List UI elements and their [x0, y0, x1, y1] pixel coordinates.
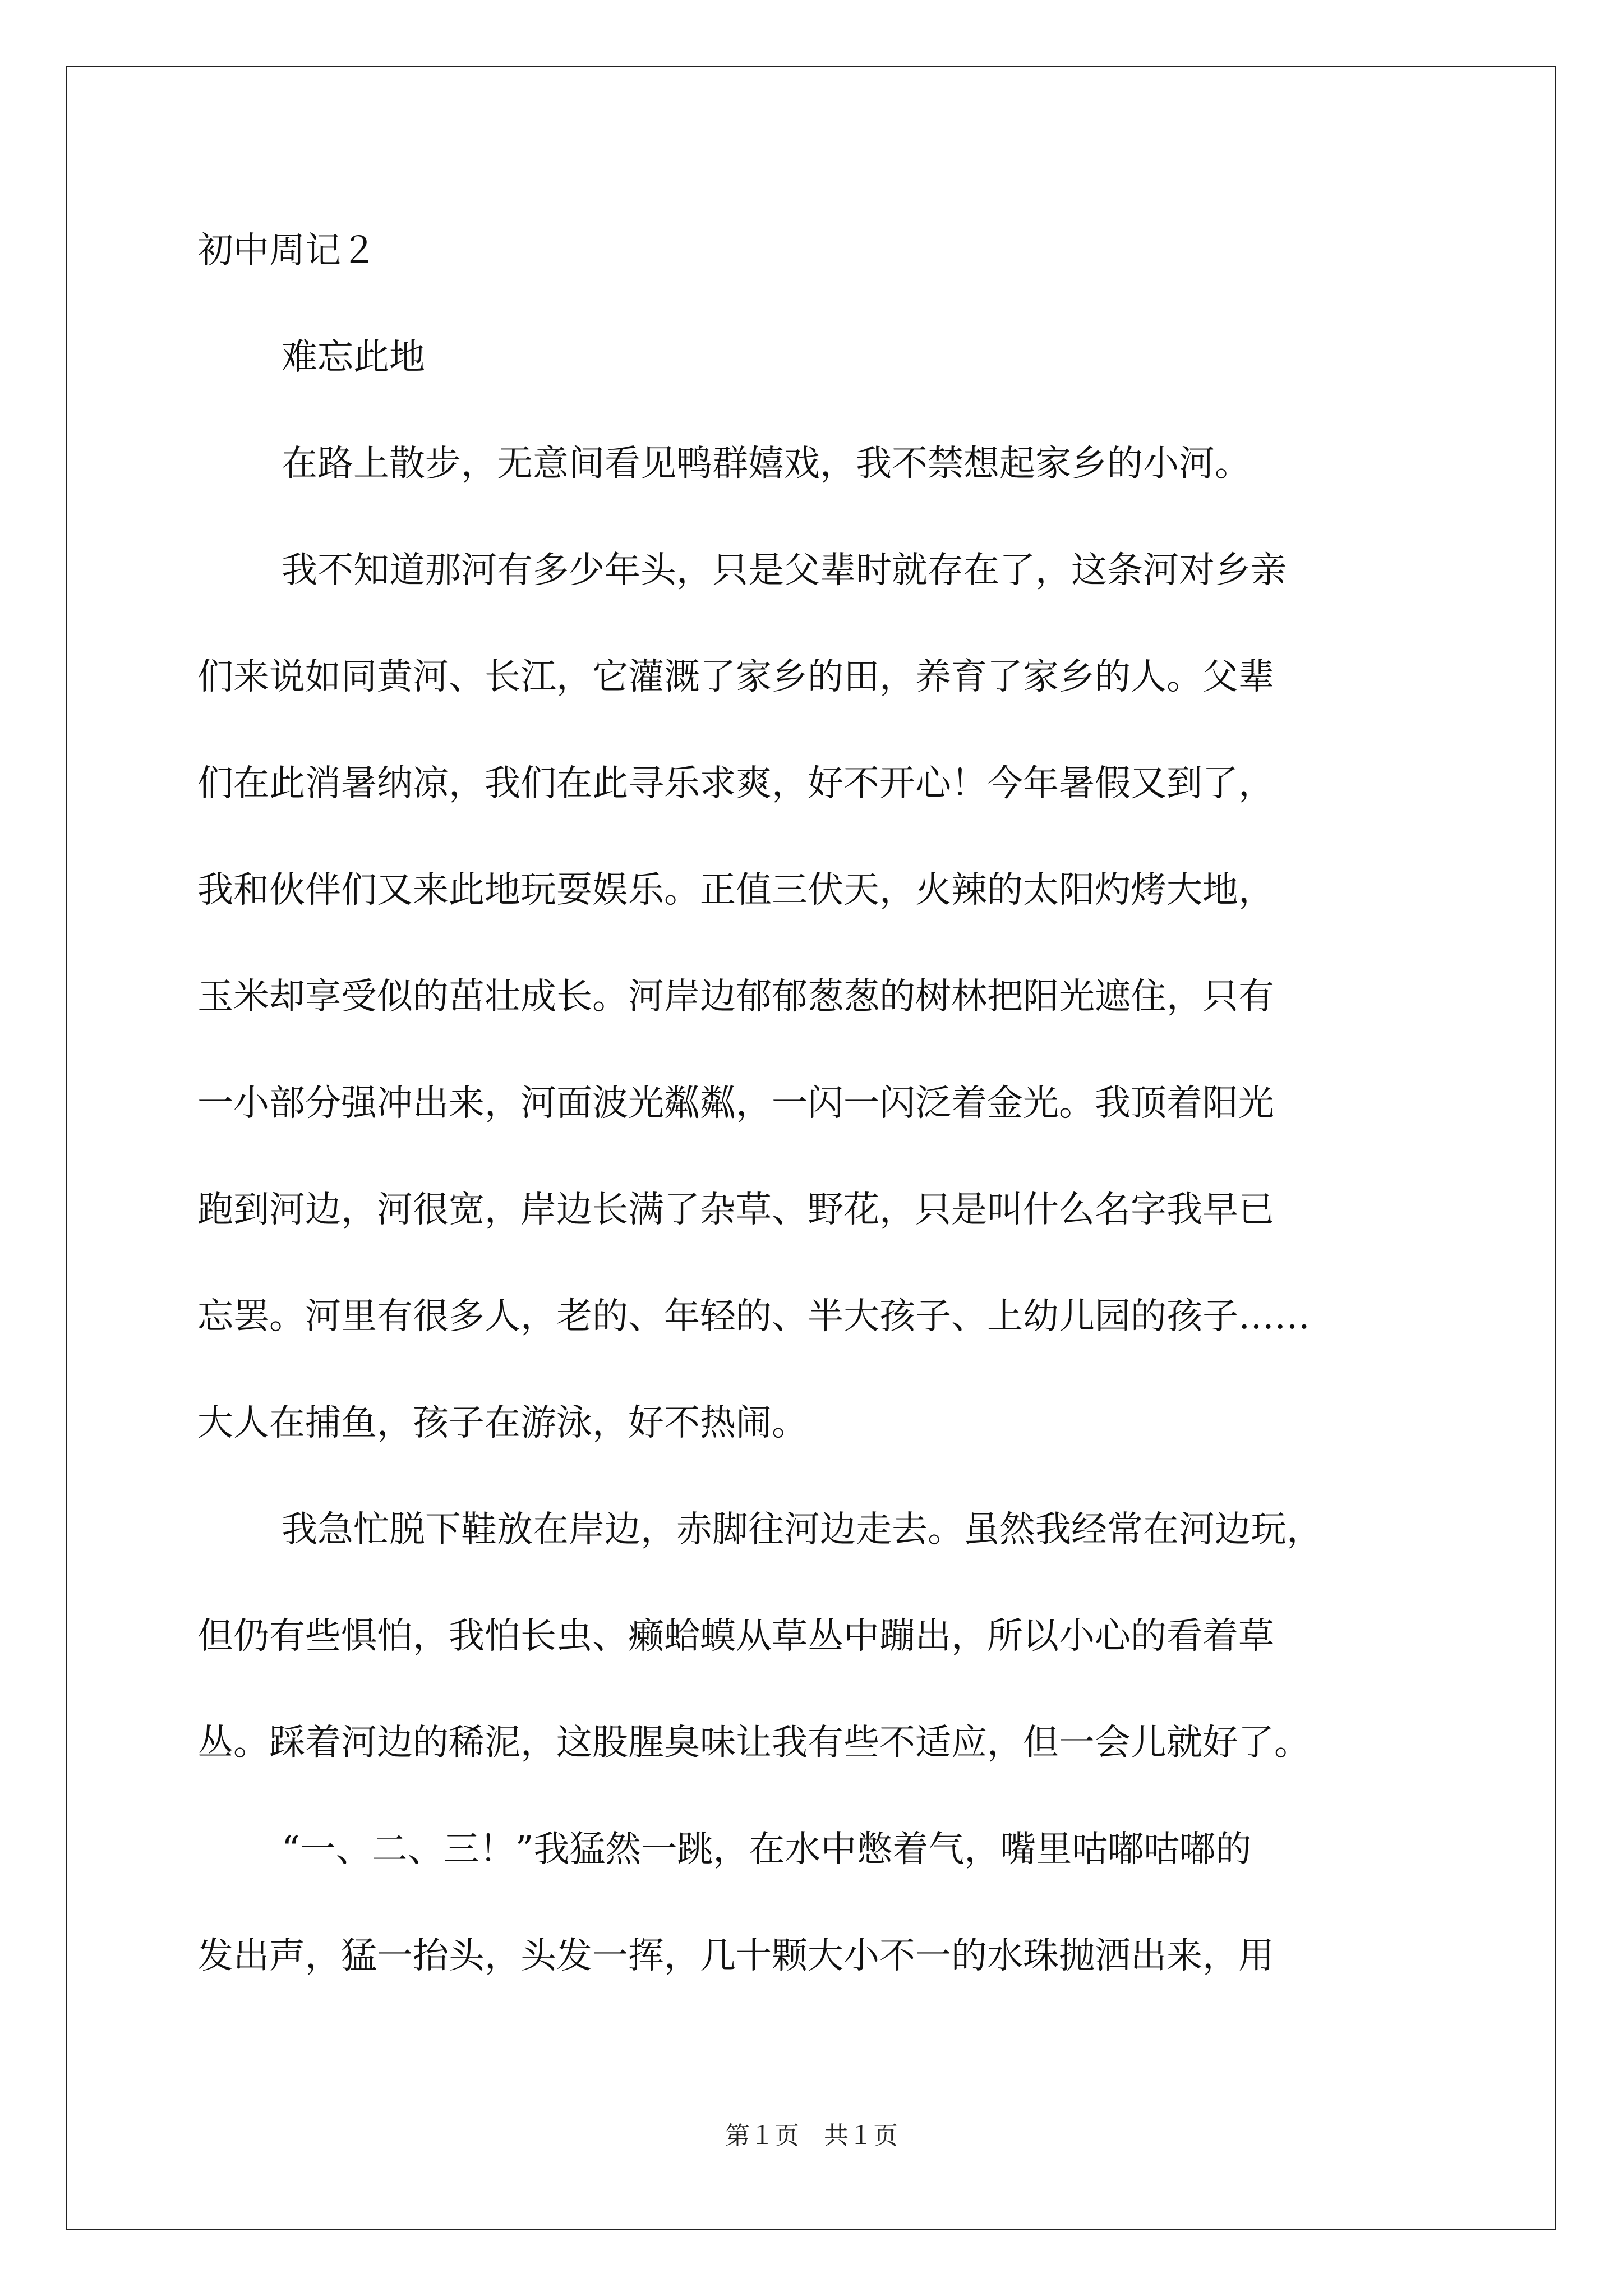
paragraph-line: 忘罢。河里有很多人，老的、年轻的、半大孩子、上幼儿园的孩子……	[197, 1296, 1310, 1337]
paragraph-line: 跑到河边，河很宽，岸边长满了杂草、野花，只是叫什么名字我早已	[197, 1189, 1274, 1231]
paragraph-line: 在路上散步，无意间看见鸭群嬉戏，我不禁想起家乡的小河。	[282, 443, 1251, 485]
page-number-footer: 第１页 共１页	[725, 2122, 898, 2150]
paragraph-line: “一、二、三！”我猛然一跳，在水中憋着气，嘴里咕嘟咕嘟的	[282, 1829, 1252, 1870]
paragraph-line: 但仍有些惧怕，我怕长虫、癞蛤蟆从草丛中蹦出，所以小心的看着草	[197, 1616, 1274, 1657]
paragraph-line: 我不知道那河有多少年头，只是父辈时就存在了，这条河对乡亲	[282, 550, 1287, 591]
paragraph-line: 发出声，猛一抬头，头发一挥，几十颗大小不一的水珠抛洒出来，用	[197, 1935, 1274, 1977]
paragraph-line: 们来说如同黄河、长江，它灌溉了家乡的田，养育了家乡的人。父辈	[197, 656, 1274, 698]
paragraph-line: 们在此消暑纳凉，我们在此寻乐求爽，好不开心！今年暑假又到了，	[197, 763, 1274, 804]
paragraph-line: 丛。踩着河边的稀泥，这股腥臭味让我有些不适应，但一会儿就好了。	[197, 1722, 1310, 1764]
paragraph-line: 我急忙脱下鞋放在岸边，赤脚往河边走去。虽然我经常在河边玩，	[282, 1509, 1322, 1550]
page-border	[66, 66, 1556, 2230]
paragraph-line: 玉米却享受似的茁壮成长。河岸边郁郁葱葱的树林把阳光遮住，只有	[197, 976, 1274, 1018]
paragraph-line: 我和伙伴们又来此地玩耍娱乐。正值三伏天，火辣的太阳灼烤大地，	[197, 869, 1274, 911]
document-title: 初中周记２	[197, 230, 377, 272]
document-subtitle: 难忘此地	[282, 337, 425, 378]
paragraph-line: 大人在捕鱼，孩子在游泳，好不热闹。	[197, 1402, 808, 1444]
paragraph-line: 一小部分强冲出来，河面波光粼粼，一闪一闪泛着金光。我顶着阳光	[197, 1083, 1274, 1124]
